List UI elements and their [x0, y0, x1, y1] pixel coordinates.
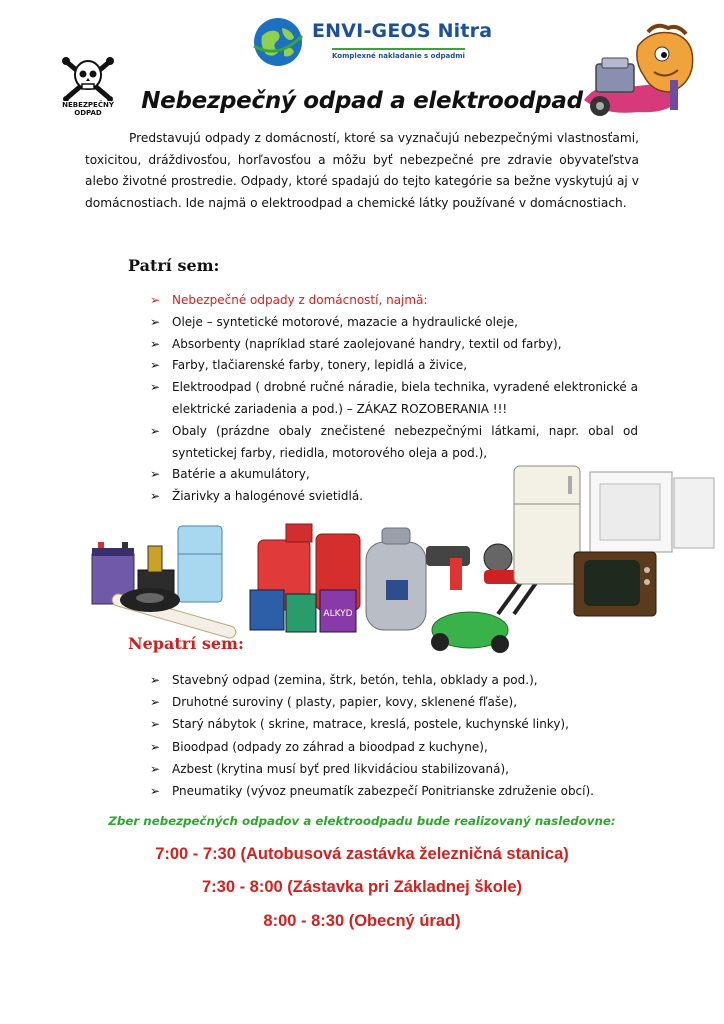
aa-battery-illustration: [148, 546, 162, 572]
arrow-bullet-icon: ➢: [150, 293, 161, 307]
old-tv-illustration: [574, 552, 656, 616]
list-item: ➢ Žiarivky a halogénové svietidlá.: [150, 486, 638, 508]
collection-time-3: 8:00 - 8:30 (Obecný úrad): [263, 912, 461, 930]
collection-time-1: 7:00 - 7:30 (Autobusová zastávka železničná stanica): [155, 845, 569, 863]
brand-name: ENVI-GEOS Nitra: [312, 20, 493, 42]
gas-cylinder-illustration: [366, 528, 426, 630]
arrow-bullet-icon: ➢: [150, 717, 161, 732]
arrow-bullet-icon: ➢: [150, 739, 161, 754]
arrow-bullet-icon: ➢: [150, 358, 161, 373]
tall-fridge-illustration: [514, 466, 580, 584]
globe-icon: [252, 16, 304, 68]
paint-cans-illustration: [250, 590, 356, 632]
collection-note: Zber nebezpečných odpadov a elektroodpadu bude realizovaný nasledovne:: [108, 814, 616, 828]
hazard-caption-line2: ODPAD: [74, 109, 102, 117]
page-title: Nebezpečný odpad a elektroodpad: [141, 88, 583, 114]
list-item: ➢ Obaly (prázdne obaly znečistené nebezpečnými látkami, napr. obal od syntetickej farby, riedidla, motorového oleja a pod.),: [150, 421, 638, 465]
list-item: ➢ Bioodpad (odpady zo záhrad a bioodpad z kuchyne),: [150, 736, 638, 758]
arrow-bullet-icon: ➢: [150, 380, 161, 395]
brand-tagline: Komplexné nakladanie s odpadmi: [332, 48, 465, 60]
arrow-bullet-icon: ➢: [150, 467, 161, 482]
arrow-bullet-icon: ➢: [150, 673, 161, 687]
list-item: ➢ Oleje – syntetické motorové, mazacie a hydraulické oleje,: [150, 312, 638, 334]
small-fridge-illustration: [178, 526, 222, 602]
arrow-bullet-icon: ➢: [150, 489, 161, 504]
hazardous-waste-illustration: [90, 462, 720, 662]
list-item: ➢ Azbest (krytina musí byť pred likvidáciou stabilizovaná),: [150, 758, 638, 780]
arrow-bullet-icon: ➢: [150, 784, 161, 799]
not-belongs-list: [150, 669, 638, 802]
intro-paragraph: Predstavujú odpady z domácností, ktoré sa vyznačujú nebezpečnými vlastnosťami, toxicitou, dráždivosťou, horľavosťou a môžu byť nebezpečné pre zdravie obyvateľstva alebo životné prostredie. Odpady, ktoré spadajú do tejto kategórie sa bežne vyskytujú aj v domácnostiach. Ide najmä o elektroodpad a chemické látky používané v domácnostiach.: [85, 131, 639, 210]
belongs-heading: Patrí sem:: [128, 256, 220, 275]
arrow-bullet-icon: ➢: [150, 761, 161, 776]
white-appliance-illustration: [590, 472, 714, 552]
company-logo: [252, 16, 492, 68]
list-item: ➢ Farby, tlačiarenské farby, tonery, lepidlá a živice,: [150, 355, 638, 377]
power-tools-illustration: [426, 544, 520, 590]
arrow-bullet-icon: ➢: [150, 314, 161, 329]
hazard-caption-line1: NEBEZPEČNÝ: [62, 101, 114, 109]
arrow-bullet-icon: ➢: [150, 695, 161, 710]
list-item: ➢ Starý nábytok ( skrine, matrace, kreslá, postele, kuchynské linky),: [150, 713, 638, 735]
list-item: ➢ Pneumatiky (vývoz pneumatík zabezpečí Ponitrianske združenie obcí).: [150, 780, 638, 802]
list-item: ➢ Elektroodpad ( drobné ručné náradie, biela technika, vyradené elektronické a elektrické zariadenia a pod.) – ZÁKAZ ROZOBERANIA !!!: [150, 377, 638, 421]
list-item: ➢ Druhotné suroviny ( plasty, papier, kovy, sklenené fľaše),: [150, 691, 638, 713]
canister-label: ALKYD: [323, 609, 353, 619]
not-belongs-heading: Nepatrí sem:: [128, 634, 244, 653]
list-item: ➢ Stavebný odpad (zemina, štrk, betón, tehla, obklady a pod.),: [150, 669, 638, 691]
collection-time-2: 7:30 - 8:00 (Zástavka pri Základnej škole): [201, 878, 523, 896]
arrow-bullet-icon: ➢: [150, 336, 161, 351]
list-item: ➢ Nebezpečné odpady z domácností, najmä:: [150, 290, 638, 312]
list-item: ➢ Batérie a akumulátory,: [150, 464, 638, 486]
list-item: ➢ Absorbenty (napríklad staré zaolejované handry, textil od farby),: [150, 334, 638, 356]
arrow-bullet-icon: ➢: [150, 423, 161, 438]
